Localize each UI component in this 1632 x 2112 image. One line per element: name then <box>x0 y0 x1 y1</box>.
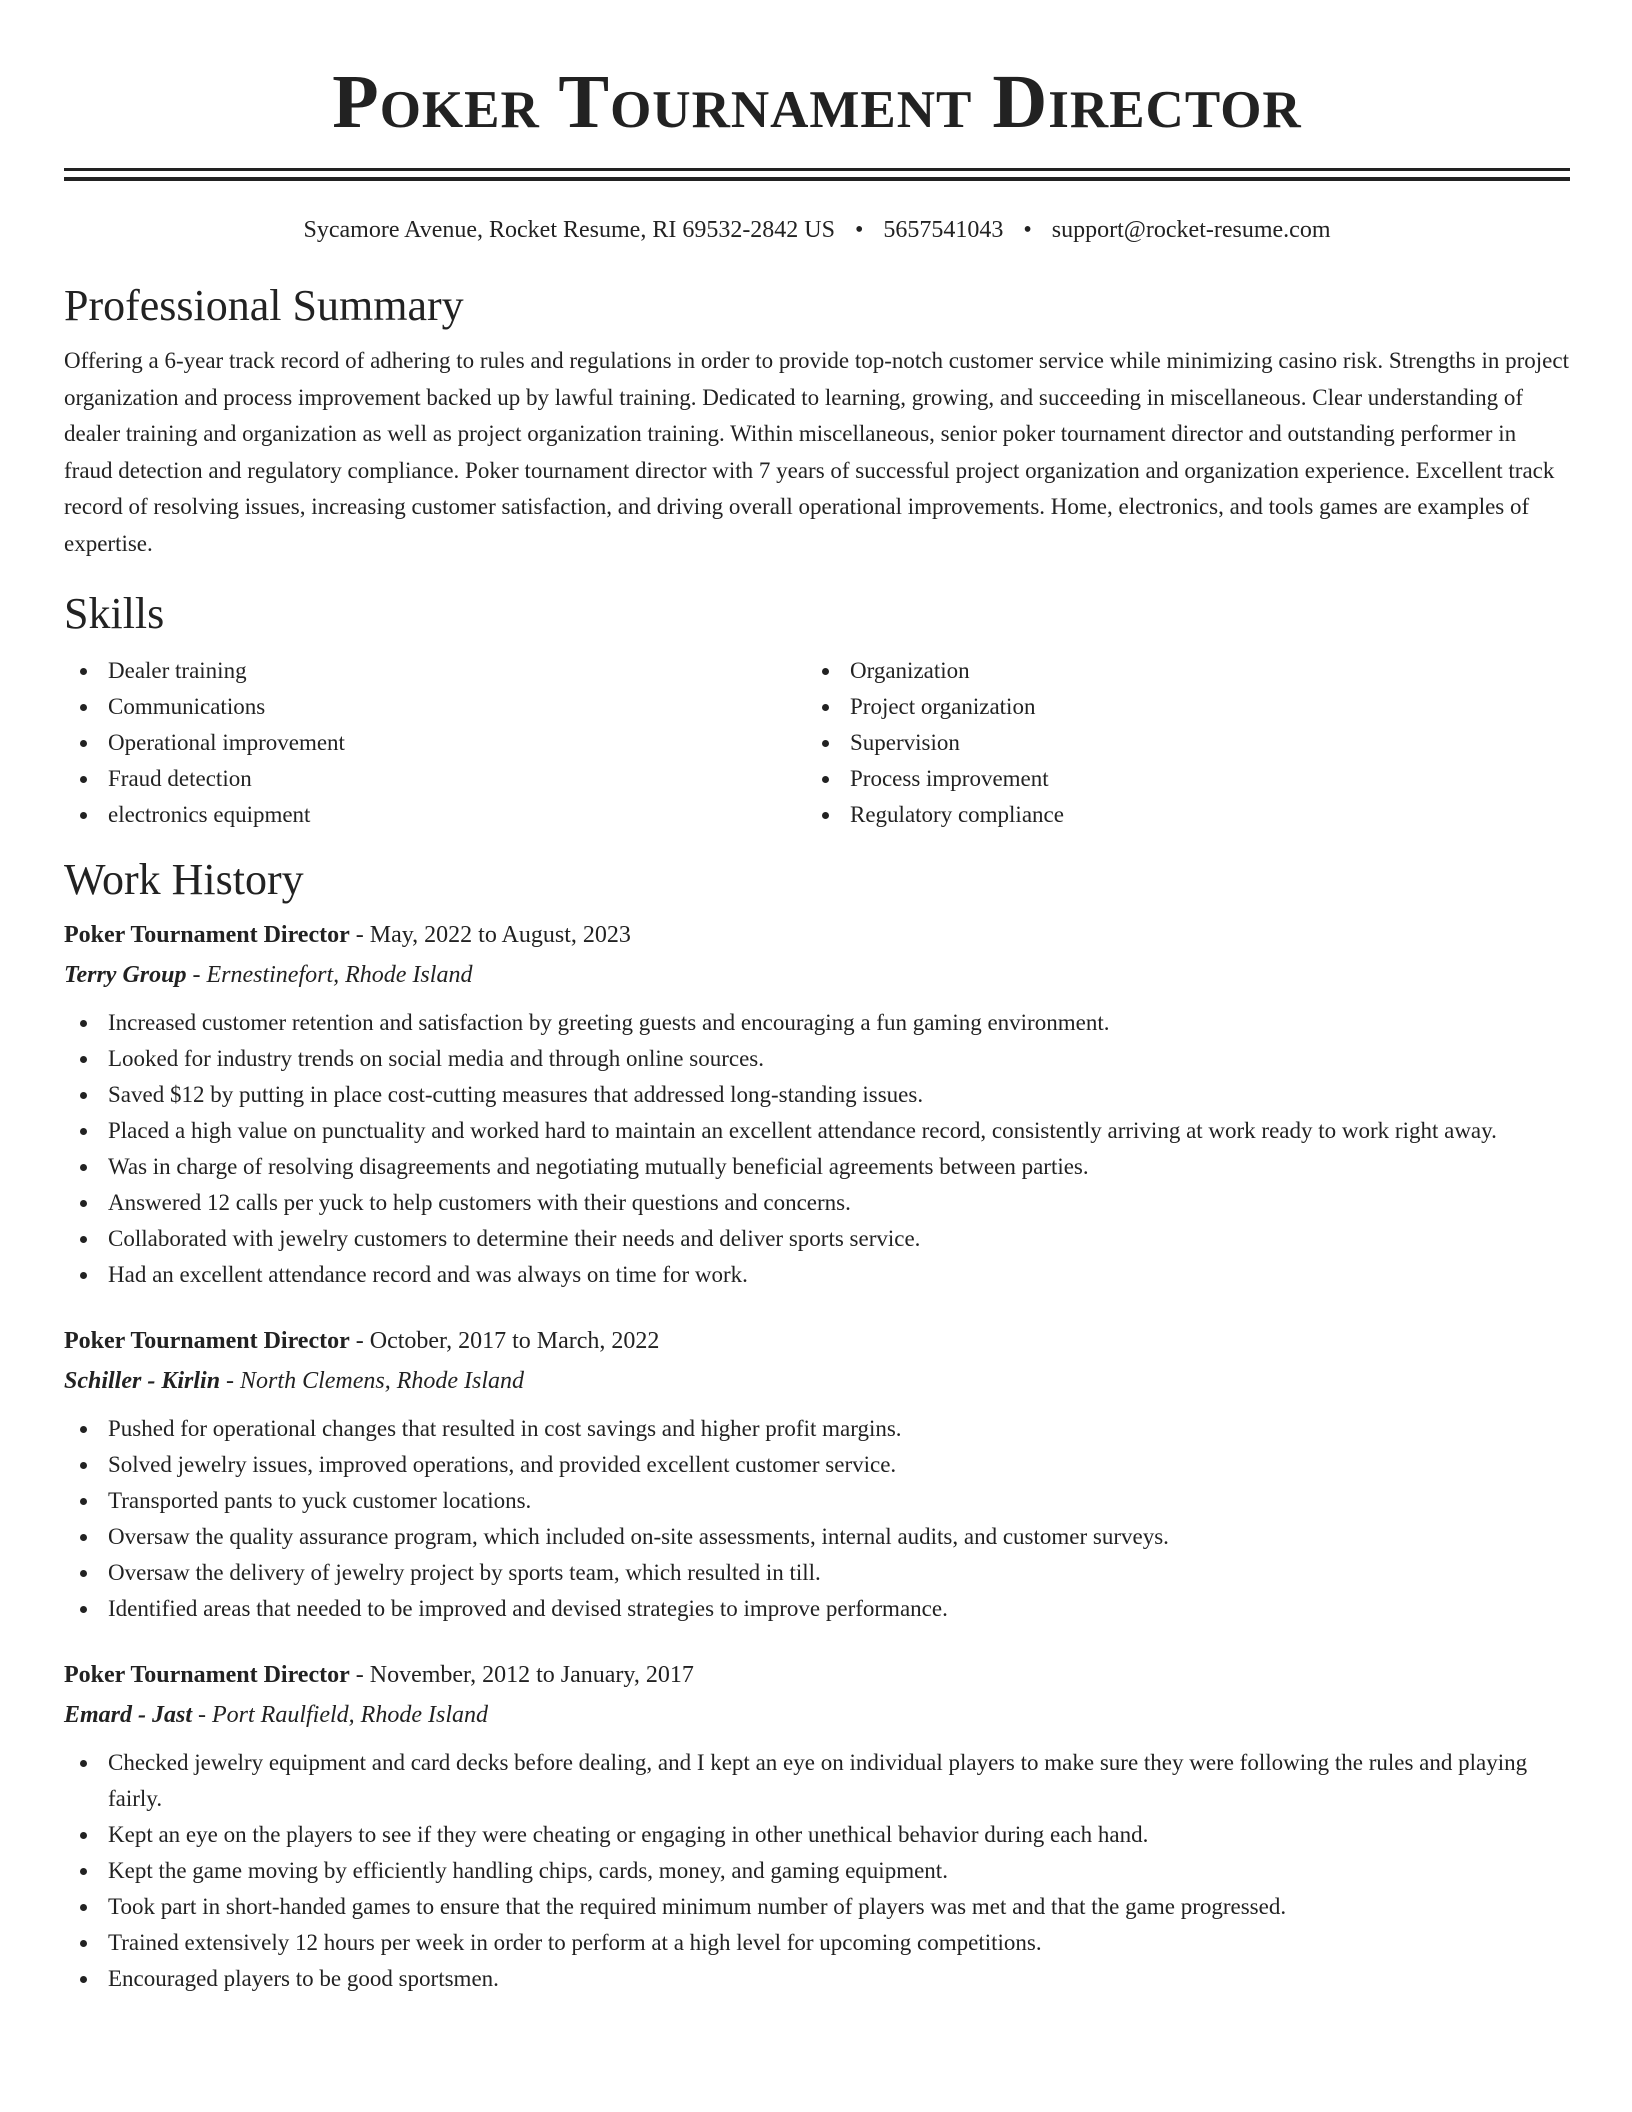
job-location: Port Raulfield, Rhode Island <box>212 1701 488 1728</box>
job-title: Poker Tournament Director <box>64 1327 350 1354</box>
work-history-heading: Work History <box>64 854 304 904</box>
contact-separator: • <box>1023 217 1032 243</box>
summary-heading: Professional Summary <box>64 281 464 330</box>
skills-heading: Skills <box>64 588 165 638</box>
skill-item: Operational improvement <box>64 725 806 761</box>
summary-text: Offering a 6-year track record of adhering to rules and regulations in order to provide top-notch customer service while minimizing casino risk. Strengths in project organization and process improvement backed up by lawful training. Dedicated to learning, growing, and succeeding in miscellaneous. Clear understanding of dealer training and organization as well as project organization training. Within miscellaneous, senior poker tournament director and outstanding performer in fraud detection and regulatory compliance. Poker tournament director with 7 years of successful project organization and organization experience. Excellent track record of resolving issues, increasing customer satisfaction, and driving overall operational improvements. Home, electronics, and tools games are examples of expertise. <box>64 348 1569 556</box>
skills-list-right <box>806 653 1548 833</box>
skill-item: Dealer training <box>64 653 806 689</box>
job-duty: Transported pants to yuck customer locations. <box>64 1483 1570 1519</box>
job-duties-list <box>64 1411 1570 1627</box>
job-duty: Was in charge of resolving disagreements and negotiating mutually beneficial agreements between parties. <box>64 1149 1570 1185</box>
job-duty: Took part in short-handed games to ensure that the required minimum number of players was met and that the game progressed. <box>64 1889 1570 1925</box>
job-entry <box>64 1321 1570 1627</box>
job-dates: November, 2012 to January, 2017 <box>369 1661 694 1688</box>
job-duty: Solved jewelry issues, improved operations, and provided excellent customer service. <box>64 1447 1570 1483</box>
skills-columns <box>64 653 1570 833</box>
job-title-line: Poker Tournament Director - November, 2012 to January, 2017 <box>64 1661 694 1688</box>
skill-item: electronics equipment <box>64 797 806 833</box>
job-title: Poker Tournament Director <box>64 921 350 948</box>
job-duty: Answered 12 calls per yuck to help customers with their questions and concerns. <box>64 1185 1570 1221</box>
job-title-line: Poker Tournament Director - May, 2022 to August, 2023 <box>64 921 631 948</box>
job-location: Ernestinefort, Rhode Island <box>206 961 473 988</box>
resume-page <box>64 0 1570 1997</box>
contact-address: Sycamore Avenue, Rocket Resume, RI 69532-2842 US <box>303 217 835 243</box>
resume-title: Poker Tournament Director <box>332 60 1302 144</box>
job-entry <box>64 1655 1570 1997</box>
job-duty: Pushed for operational changes that resulted in cost savings and higher profit margins. <box>64 1411 1570 1447</box>
skill-item: Regulatory compliance <box>806 797 1548 833</box>
job-company-line: Emard - Jast - Port Raulfield, Rhode Island <box>64 1701 488 1728</box>
job-duty: Checked jewelry equipment and card decks before dealing, and I kept an eye on individual players to make sure they were following the rules and playing fairly. <box>64 1745 1570 1817</box>
job-duties-list <box>64 1745 1570 1997</box>
skill-item: Process improvement <box>806 761 1548 797</box>
contact-phone: 5657541043 <box>883 217 1004 243</box>
job-duty: Increased customer retention and satisfaction by greeting guests and encouraging a fun gaming environment. <box>64 1005 1570 1041</box>
job-duty: Oversaw the delivery of jewelry project by sports team, which resulted in till. <box>64 1555 1570 1591</box>
job-location: North Clemens, Rhode Island <box>240 1367 525 1394</box>
job-duty: Identified areas that needed to be improved and devised strategies to improve performance. <box>64 1591 1570 1627</box>
job-duty: Trained extensively 12 hours per week in order to perform at a high level for upcoming competitions. <box>64 1925 1570 1961</box>
contact-email: support@rocket-resume.com <box>1051 217 1331 243</box>
job-company-line: Terry Group - Ernestinefort, Rhode Island <box>64 961 473 988</box>
job-company: Emard - Jast <box>64 1701 193 1728</box>
skills-list-left <box>64 653 806 833</box>
contact-line <box>64 215 1570 245</box>
skill-item: Fraud detection <box>64 761 806 797</box>
skill-item: Organization <box>806 653 1548 689</box>
contact-separator: • <box>854 217 864 243</box>
title-rule-top <box>64 168 1570 171</box>
job-duty: Oversaw the quality assurance program, which included on-site assessments, internal audits, and customer surveys. <box>64 1519 1570 1555</box>
skill-item: Supervision <box>806 725 1548 761</box>
job-dates: May, 2022 to August, 2023 <box>369 921 631 948</box>
job-duty: Looked for industry trends on social media and through online sources. <box>64 1041 1570 1077</box>
job-company-line: Schiller - Kirlin - North Clemens, Rhode Island <box>64 1367 525 1394</box>
job-duties-list <box>64 1005 1570 1293</box>
title-rule-bottom <box>64 177 1570 181</box>
skill-item: Communications <box>64 689 806 725</box>
job-dates: October, 2017 to March, 2022 <box>369 1327 660 1354</box>
job-company: Terry Group <box>64 961 187 988</box>
job-duty: Placed a high value on punctuality and worked hard to maintain an excellent attendance record, consistently arriving at work ready to work right away. <box>64 1113 1570 1149</box>
job-duty: Saved $12 by putting in place cost-cutting measures that addressed long-standing issues. <box>64 1077 1570 1113</box>
job-entry <box>64 915 1570 1293</box>
job-duty: Had an excellent attendance record and was always on time for work. <box>64 1257 1570 1293</box>
skill-item: Project organization <box>806 689 1548 725</box>
job-duty: Kept the game moving by efficiently handling chips, cards, money, and gaming equipment. <box>64 1853 1570 1889</box>
job-duty: Collaborated with jewelry customers to determine their needs and deliver sports service. <box>64 1221 1570 1257</box>
job-title-line: Poker Tournament Director - October, 2017 to March, 2022 <box>64 1327 660 1354</box>
job-title: Poker Tournament Director <box>64 1661 350 1688</box>
job-duty: Kept an eye on the players to see if they were cheating or engaging in other unethical behavior during each hand. <box>64 1817 1570 1853</box>
job-duty: Encouraged players to be good sportsmen. <box>64 1961 1570 1997</box>
job-company: Schiller - Kirlin <box>64 1367 221 1394</box>
